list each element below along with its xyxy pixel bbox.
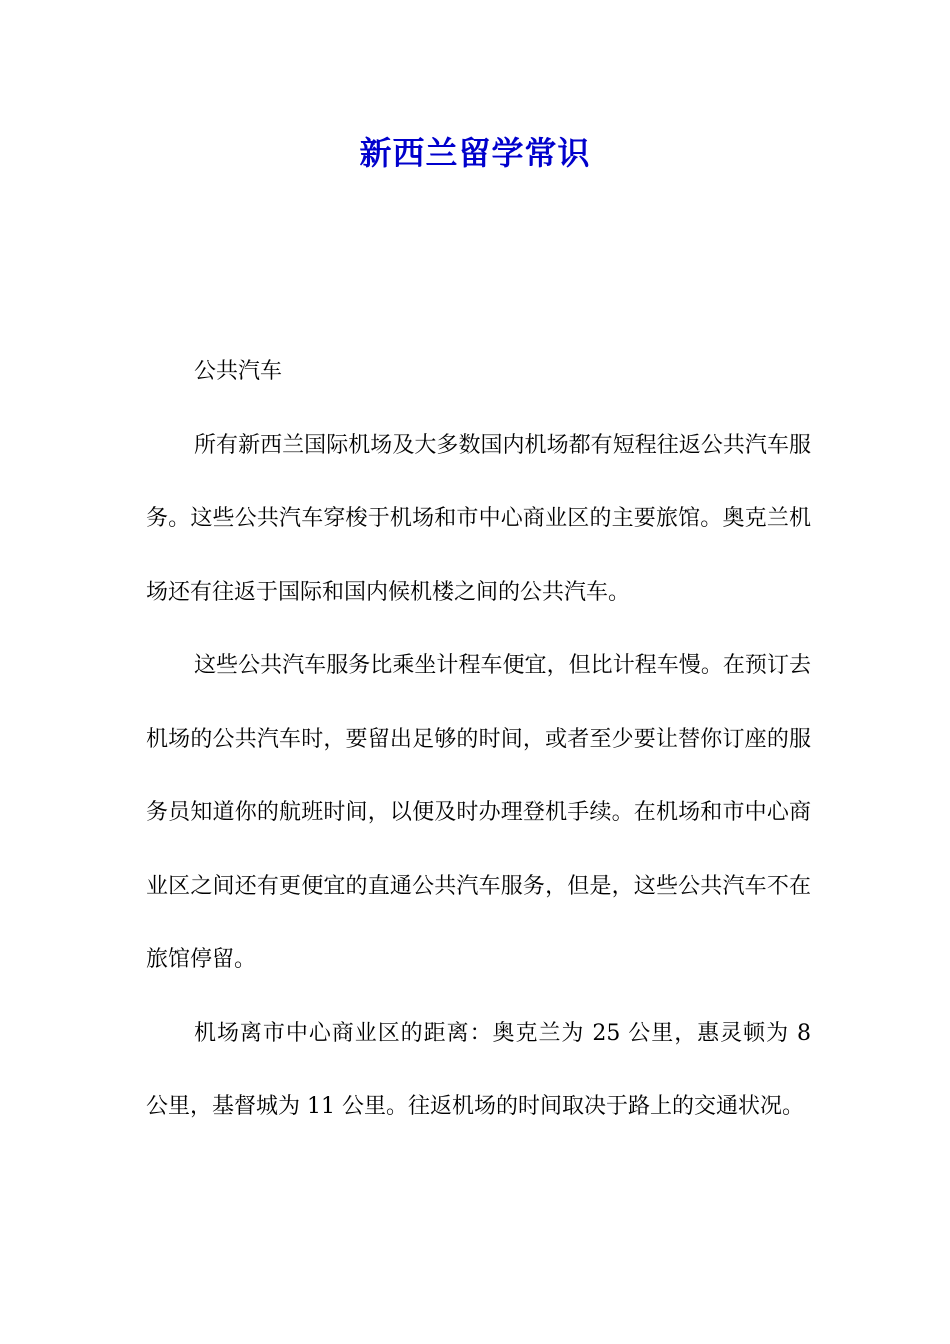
section-heading: 公共汽车 <box>194 359 283 384</box>
paragraph-airport-distances: 机场离市中心商业区的距离：奥克兰为 25 公里，惠灵顿为 8 公里，基督城为 11 公里。往返机场的时间取决于路上的交通状况。 <box>146 1020 811 1119</box>
paragraph-airport-shuttle: 所有新西兰国际机场及大多数国内机场都有短程往返公共汽车服务。这些公共汽车穿梭于机场和市中心商业区的主要旅馆。奥克兰机场还有往返于国际和国内候机楼之间的公共汽车。 <box>146 432 811 605</box>
document-title: 新西兰留学常识 <box>359 134 591 172</box>
document-body <box>146 335 811 1144</box>
paragraph-shuttle-pricing: 这些公共汽车服务比乘坐计程车便宜，但比计程车慢。在预订去机场的公共汽车时，要留出足够的时间，或者至少要让替你订座的服务员知道你的航班时间，以便及时办理登机手续。在机场和市中心商业区之间还有更便宜的直通公共汽车服务，但是，这些公共汽车不在旅馆停留。 <box>146 653 811 972</box>
